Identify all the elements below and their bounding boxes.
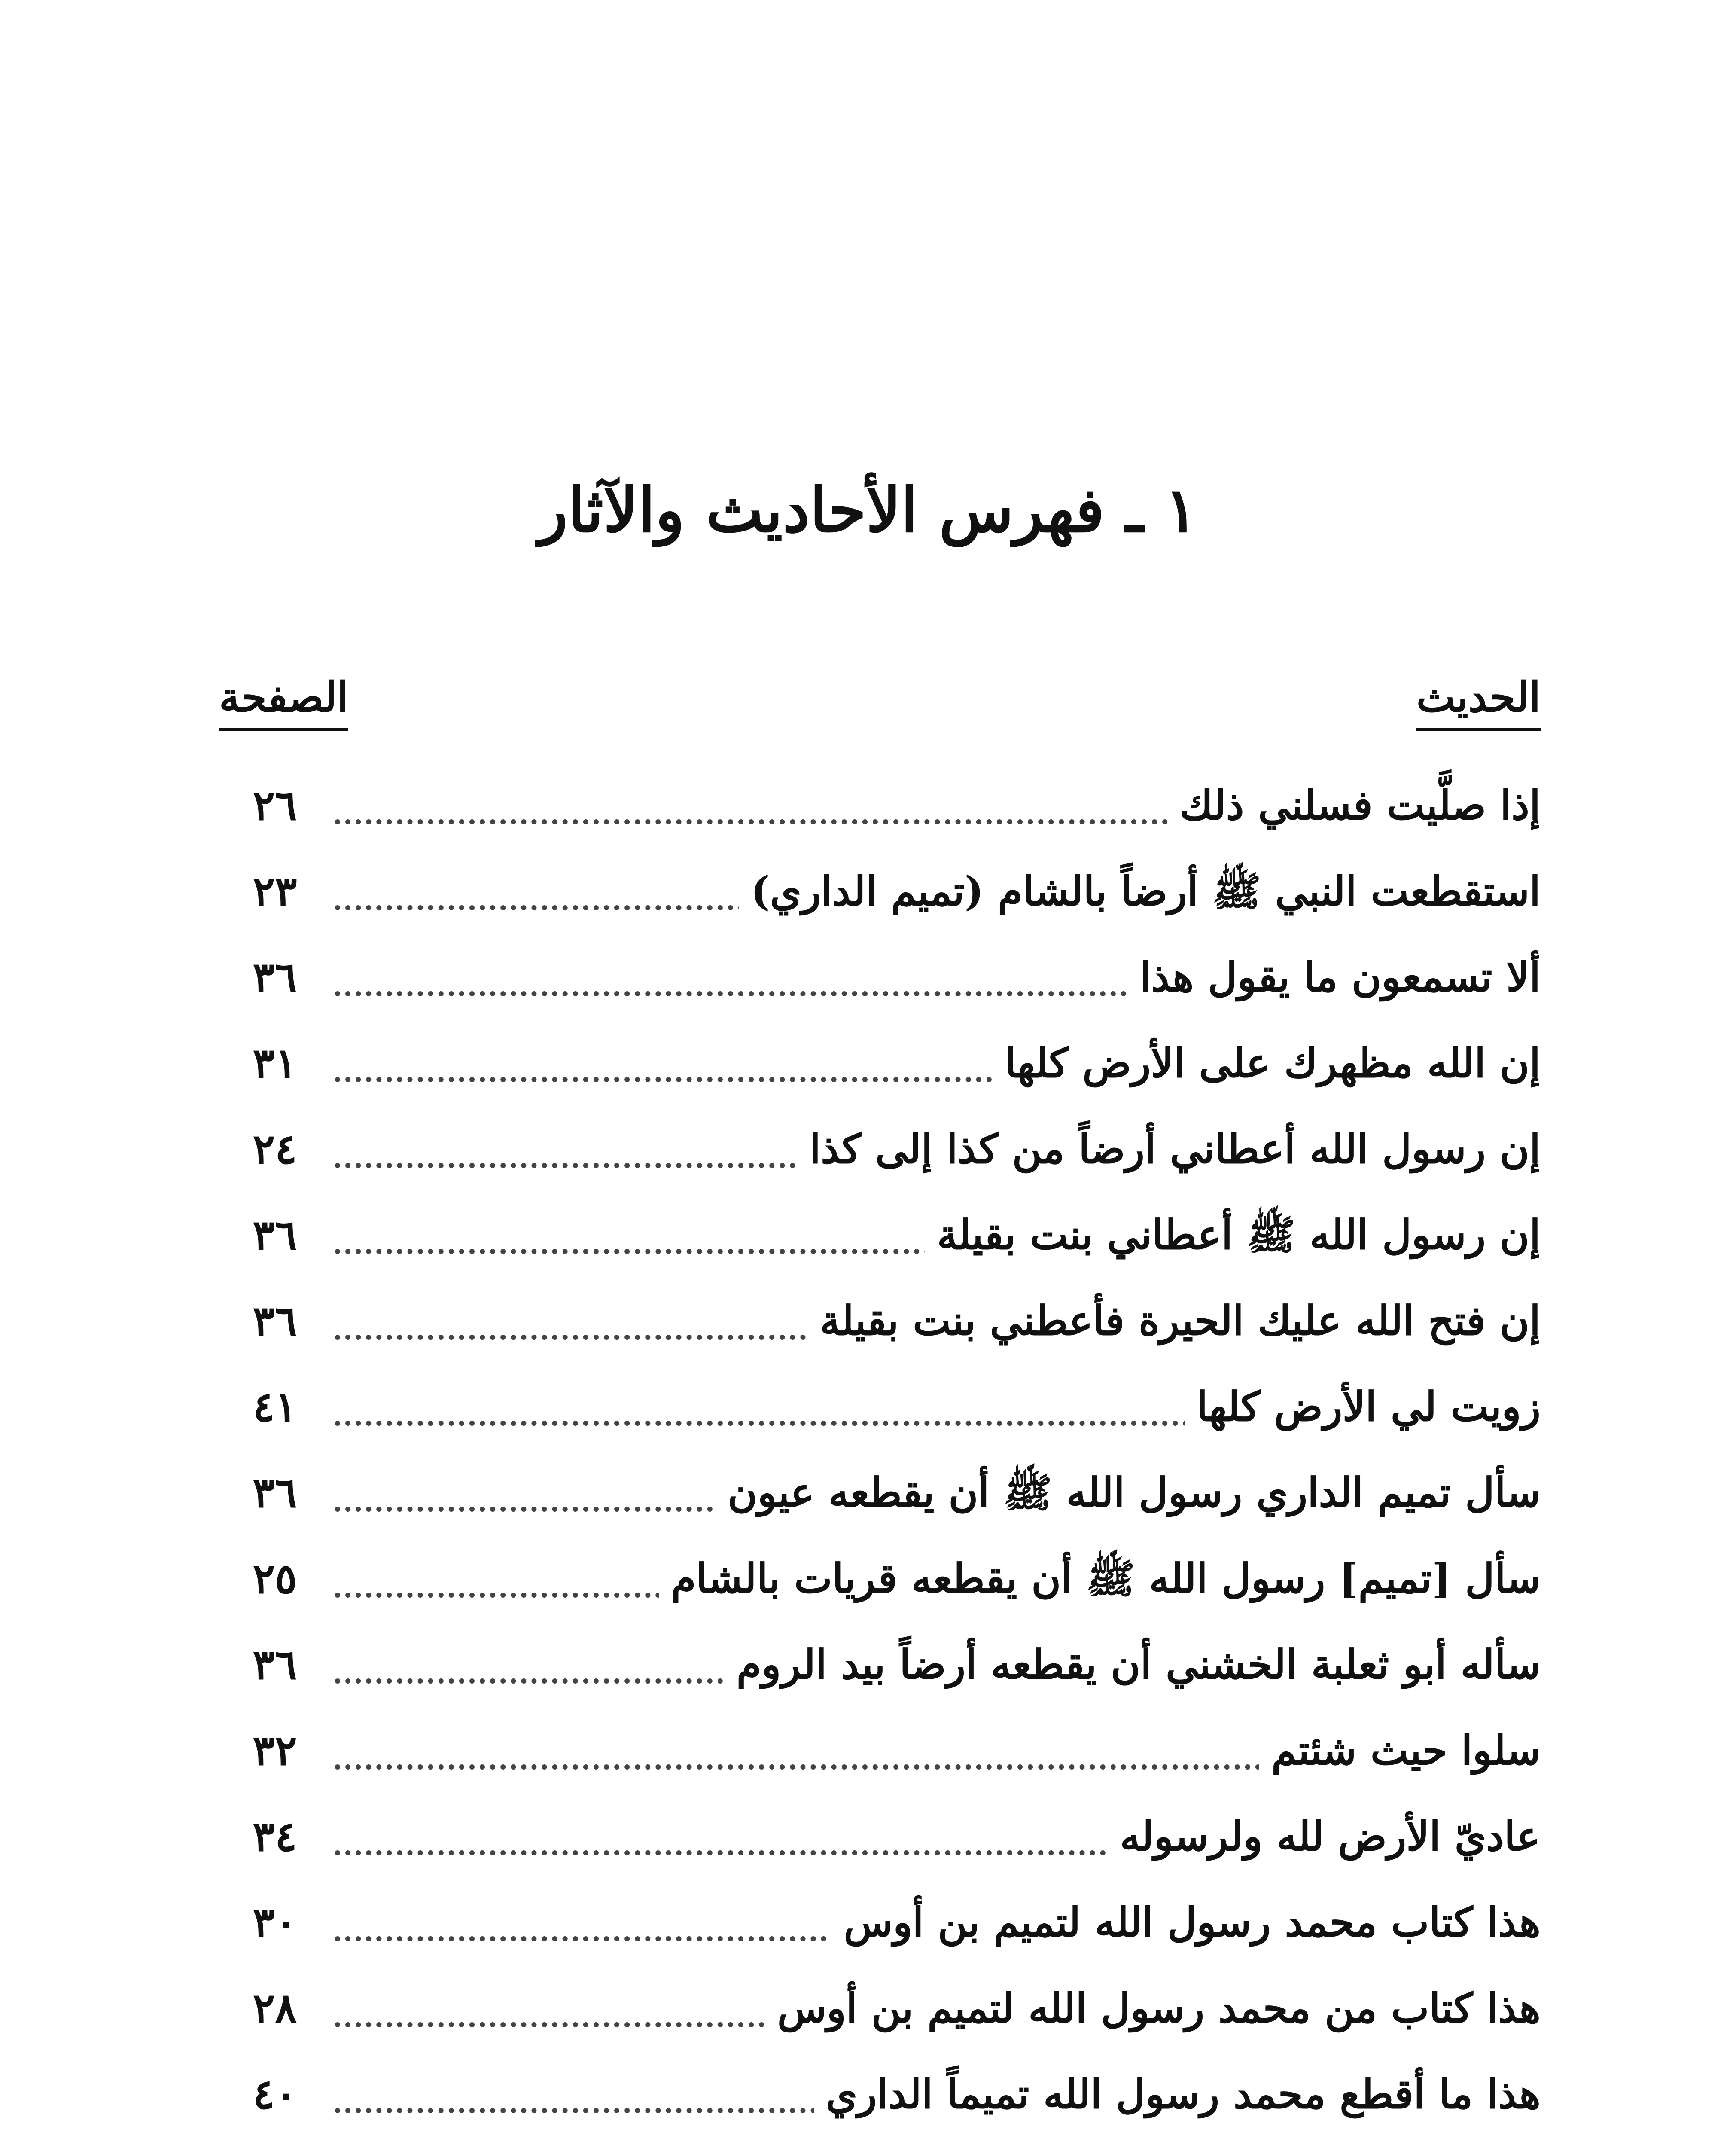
entry-text: استقطعت النبي ﷺ أرضاً بالشام (تميم الداري) <box>739 857 1541 926</box>
index-entry <box>0 1716 1736 1802</box>
index-entry <box>0 1458 1736 1544</box>
entry-text: إن رسول الله ﷺ أعطاني بنت بقيلة <box>925 1201 1541 1269</box>
entry-page-number: ٢٨ <box>253 1984 297 2032</box>
entry-page-number: ٤٠ <box>253 2070 297 2118</box>
entry-page-number: ٢٣ <box>253 867 297 915</box>
entry-text: إن الله مظهرك على الأرض كلها <box>993 1029 1541 1098</box>
entry-page-number: ٣٦ <box>253 1468 297 1517</box>
entry-text: سأل تميم الداري رسول الله ﷺ أن يقطعه عيون <box>716 1458 1541 1527</box>
entry-page-number: ٣٢ <box>253 1726 297 1775</box>
index-entry <box>0 1544 1736 1630</box>
entry-text: عاديّ الأرض لله ولرسوله <box>1108 1802 1541 1871</box>
entry-text: إذا صلَّيت فسلني ذلك <box>1168 771 1541 840</box>
index-entry <box>0 1888 1736 1974</box>
index-entry <box>0 1630 1736 1716</box>
index-entry <box>0 771 1736 857</box>
entry-text: سأله أبو ثعلبة الخشني أن يقطعه أرضاً بيد الروم <box>725 1630 1541 1699</box>
index-entry <box>0 2060 1736 2146</box>
entry-text: سأل [تميم] رسول الله ﷺ أن يقطعه قريات بالشام <box>659 1544 1541 1613</box>
index-entry <box>0 1201 1736 1287</box>
index-title: ١ ـ فهرس الأحاديث والآثار <box>538 475 1198 546</box>
entry-text: سلوا حيث شئتم <box>1259 1716 1541 1785</box>
entry-text: زويت لي الأرض كلها <box>1185 1373 1541 1441</box>
index-entry <box>0 1287 1736 1373</box>
index-entry <box>0 1974 1736 2060</box>
entry-text: هذا ما أقطع محمد رسول الله تميماً الداري <box>814 2060 1541 2129</box>
entry-page-number: ٣٤ <box>253 1812 297 1861</box>
index-entry <box>0 1802 1736 1888</box>
index-entry <box>0 1029 1736 1115</box>
entry-page-number: ٢٥ <box>253 1554 297 1603</box>
entry-text: هذا كتاب محمد رسول الله لتميم بن أوس <box>831 1888 1541 1957</box>
index-entry <box>0 1115 1736 1201</box>
index-entry <box>0 943 1736 1029</box>
entry-page-number: ٢٦ <box>253 781 297 830</box>
entry-text: إن رسول الله أعطاني أرضاً من كذا إلى كذا <box>798 1115 1541 1184</box>
entry-text: ألا تسمعون ما يقول هذا <box>1128 943 1541 1012</box>
index-entry <box>0 1373 1736 1458</box>
column-header-page: الصفحة <box>219 674 348 731</box>
entry-page-number: ٣٠ <box>253 1898 297 1947</box>
entry-page-number: ٣٦ <box>253 1640 297 1689</box>
entry-page-number: ٣٦ <box>253 1297 297 1345</box>
entry-text: إن فتح الله عليك الحيرة فأعطني بنت بقيلة <box>808 1287 1541 1355</box>
entry-page-number: ٣١ <box>253 1039 297 1087</box>
entry-page-number: ٤١ <box>253 1382 297 1431</box>
index-entry <box>0 857 1736 943</box>
entry-page-number: ٢٤ <box>253 1125 297 1173</box>
column-header-hadith: الحديث <box>1416 674 1541 731</box>
entry-page-number: ٣٦ <box>253 953 297 1001</box>
entry-text: هذا كتاب من محمد رسول الله لتميم بن أوس <box>765 1974 1541 2043</box>
entry-page-number: ٣٦ <box>253 1211 297 1259</box>
